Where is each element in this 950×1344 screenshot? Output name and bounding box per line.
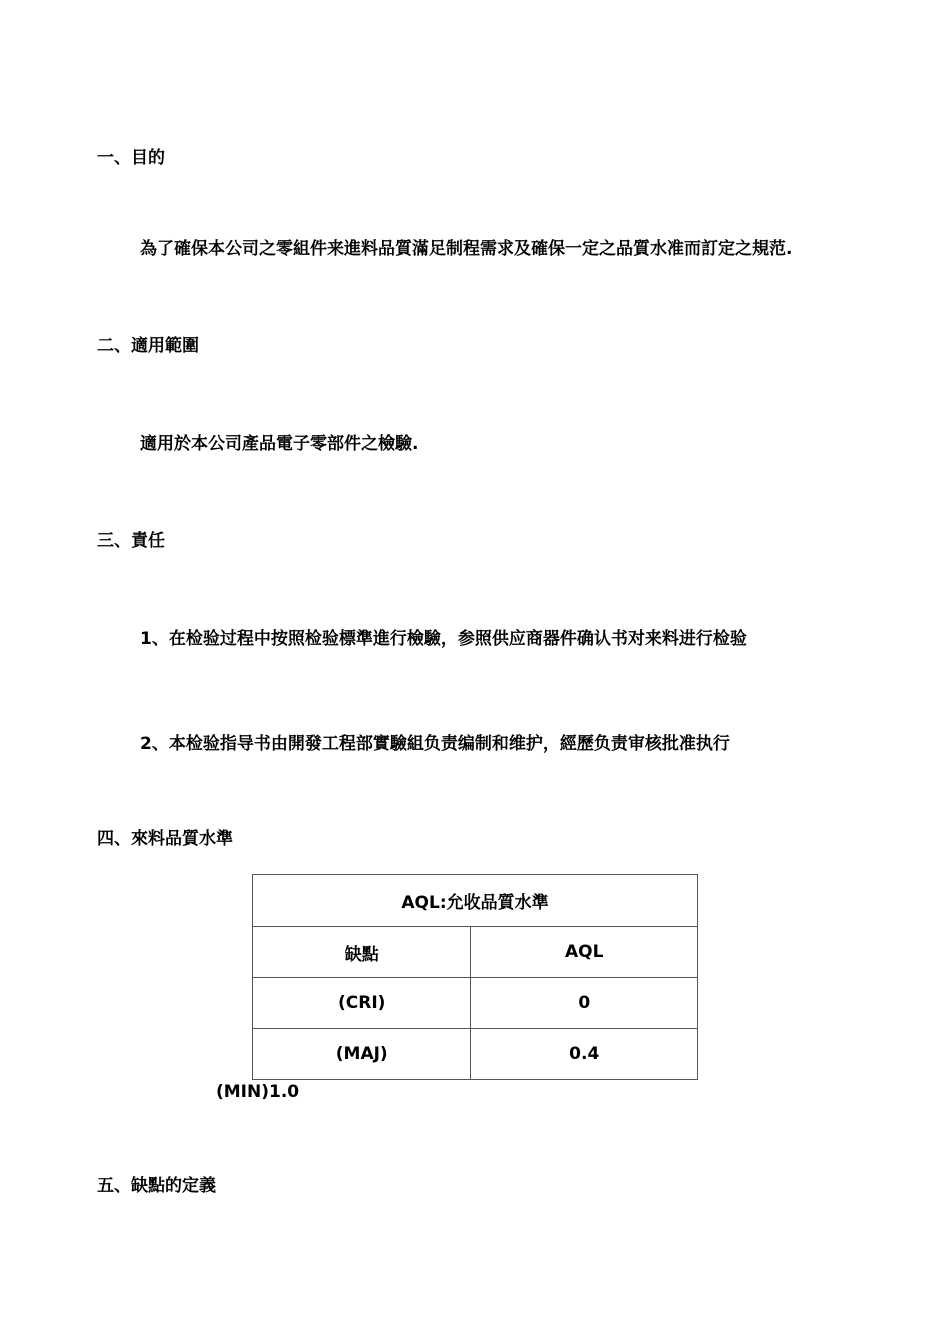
aql-table-title-row [253, 875, 698, 927]
aql-min-line: (MIN)1.0 [216, 1082, 300, 1102]
aql-table-cell-cri-label: (CRI) [253, 978, 471, 1029]
section-3-item-2: 2、本检验指导书由開發工程部實驗組负责编制和维护，經歷负责审核批准执行 [140, 734, 730, 754]
section-3-item-1: 1、在检验过程中按照检验標準進行檢驗，参照供应商器件确认书对来料进行检验 [140, 629, 747, 649]
aql-table-cell-maj-value: 0.4 [471, 1029, 698, 1080]
section-1-heading: 一、目的 [97, 148, 165, 168]
table-row [253, 1029, 698, 1080]
section-2-body: 適用於本公司產品電子零部件之檢驗. [140, 434, 419, 454]
aql-table [252, 874, 698, 1080]
aql-table-header-row [253, 927, 698, 978]
aql-table-title: AQL:允收品質水準 [253, 875, 698, 927]
aql-table-cell-cri-value: 0 [471, 978, 698, 1029]
section-2-heading: 二、適用範圍 [97, 336, 199, 356]
section-1-body: 為了確保本公司之零組件来進料品質滿足制程需求及確保一定之品質水准而訂定之規范. [140, 239, 793, 259]
aql-table-header-aql: AQL [471, 927, 698, 978]
aql-table-header-defect: 缺點 [253, 927, 471, 978]
aql-table-cell-maj-label: (MAJ) [253, 1029, 471, 1080]
section-3-heading: 三、責任 [97, 531, 165, 551]
section-5-heading: 五、缺點的定義 [97, 1176, 216, 1196]
section-4-heading: 四、來料品質水準 [97, 829, 233, 849]
table-row [253, 978, 698, 1029]
